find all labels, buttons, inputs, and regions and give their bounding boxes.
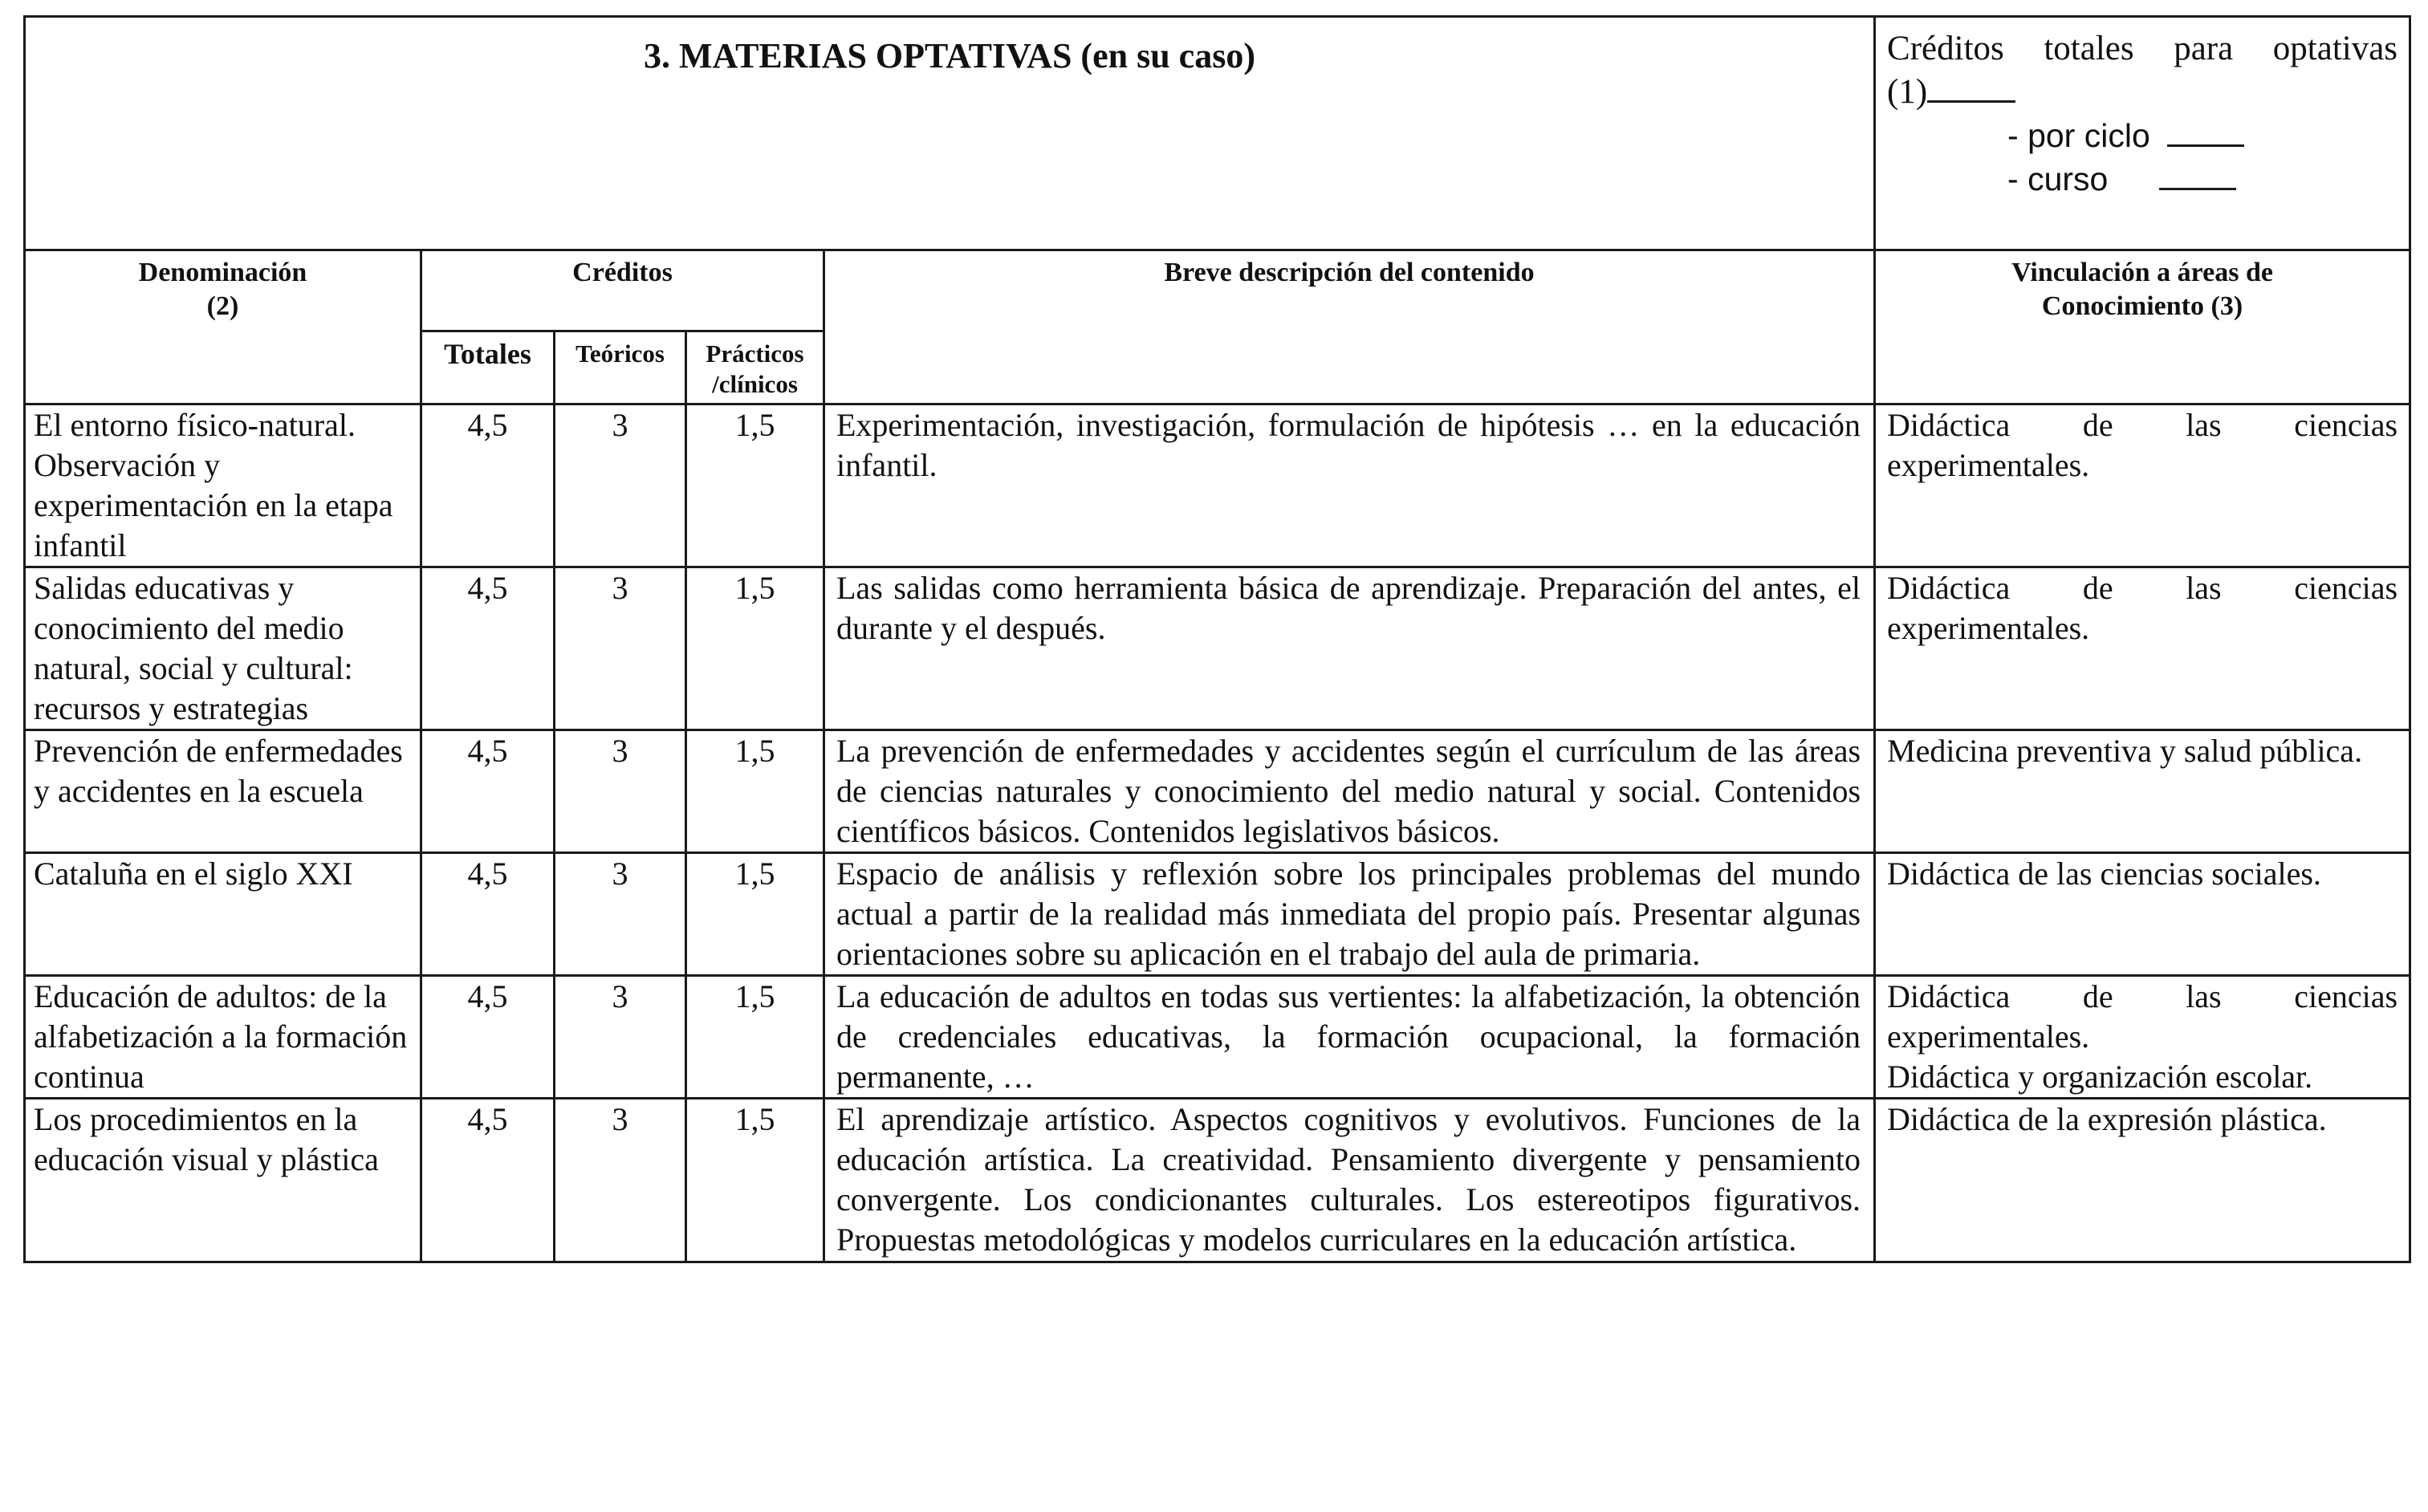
- header-row-1: [25, 250, 2410, 331]
- credits-total: 4,5: [421, 730, 555, 853]
- table-row: [25, 853, 2410, 976]
- content-description: Experimentación, investigación, formulación de hipótesis … en la educación infantil.: [824, 404, 1875, 567]
- por-ciclo-label: - por ciclo: [2007, 117, 2150, 154]
- subject-name: Salidas educativas y conocimiento del medio natural, social y cultural: recursos y estrategias: [25, 567, 421, 730]
- header-denominacion: Denominación (2): [25, 250, 421, 404]
- curso-line: [1887, 157, 2397, 201]
- content-description: La educación de adultos en todas sus vertientes: la alfabetización, la obtención de credenciales educativas, la formación ocupacional, la formación permanente, …: [824, 976, 1875, 1099]
- por-ciclo-blank[interactable]: [2167, 117, 2244, 147]
- credits-theory: 3: [555, 853, 686, 976]
- total-credits-ref: (1): [1887, 73, 1928, 111]
- knowledge-area: Didáctica de las ciencias experimentales.: [1875, 567, 2410, 730]
- credits-practice: 1,5: [686, 853, 824, 976]
- knowledge-area: Didáctica de la expresión plástica.: [1875, 1099, 2410, 1262]
- header-vinculacion: Vinculación a áreas de Conocimiento (3): [1875, 250, 2410, 404]
- header-practicos: Prácticos /clínicos: [686, 331, 824, 404]
- credits-total: 4,5: [421, 1099, 555, 1262]
- subject-name: Prevención de enfermedades y accidentes en la escuela: [25, 730, 421, 853]
- total-credits-ref-line: [1887, 71, 2397, 114]
- header-creditos: Créditos: [421, 250, 824, 331]
- subject-name: El entorno físico-natural. Observación y experimentación en la etapa infantil: [25, 404, 421, 567]
- total-credits-box: [1875, 17, 2410, 250]
- header-descripcion: Breve descripción del contenido: [824, 250, 1875, 404]
- optional-subjects-form: [23, 15, 2409, 1263]
- credits-practice: 1,5: [686, 976, 824, 1099]
- credits-practice: 1,5: [686, 567, 824, 730]
- table-row: [25, 404, 2410, 567]
- content-description: El aprendizaje artístico. Aspectos cognitivos y evolutivos. Funciones de la educación artística. La creatividad. Pensamiento divergente y pensamiento convergente. Los condicionantes culturales. Los estereotipos figurativos. Propuestas metodológicas y modelos curriculares en la educación artística.: [824, 1099, 1875, 1262]
- table-row: [25, 976, 2410, 1099]
- table-row: [25, 567, 2410, 730]
- subject-name: Educación de adultos: de la alfabetización a la formación continua: [25, 976, 421, 1099]
- header-totales: Totales: [421, 331, 555, 404]
- credits-total: 4,5: [421, 853, 555, 976]
- section-title-cell: [25, 17, 1875, 250]
- por-ciclo-line: [1887, 114, 2397, 157]
- credits-total: 4,5: [421, 567, 555, 730]
- total-credits-blank[interactable]: [1927, 73, 2015, 103]
- curso-label: - curso: [2007, 161, 2109, 197]
- content-description: Espacio de análisis y reflexión sobre los principales problemas del mundo actual a partir de la realidad más inmediata del propio país. Presentar algunas orientaciones sobre su aplicación en el trabajo del aula de primaria.: [824, 853, 1875, 976]
- knowledge-area: Medicina preventiva y salud pública.: [1875, 730, 2410, 853]
- header-teoricos: Teóricos: [555, 331, 686, 404]
- credits-total: 4,5: [421, 976, 555, 1099]
- credits-theory: 3: [555, 1099, 686, 1262]
- credits-practice: 1,5: [686, 1099, 824, 1262]
- knowledge-area: Didáctica de las ciencias experimentales. Didáctica y organización escolar.: [1875, 976, 2410, 1099]
- content-description: Las salidas como herramienta básica de aprendizaje. Preparación del antes, el durante y el después.: [824, 567, 1875, 730]
- total-credits-label: Créditos totales para optativas: [1887, 30, 2398, 67]
- credits-practice: 1,5: [686, 404, 824, 567]
- credits-theory: 3: [555, 730, 686, 853]
- section-title: 3. MATERIAS OPTATIVAS (en su caso): [644, 36, 1255, 75]
- credits-theory: 3: [555, 976, 686, 1099]
- curso-blank[interactable]: [2159, 161, 2236, 190]
- knowledge-area: Didáctica de las ciencias experimentales.: [1875, 404, 2410, 567]
- table-row: [25, 1099, 2410, 1262]
- optional-subjects-table: [23, 15, 2411, 1263]
- credits-theory: 3: [555, 567, 686, 730]
- credits-practice: 1,5: [686, 730, 824, 853]
- content-description: La prevención de enfermedades y accidentes según el currículum de las áreas de ciencias naturales y conocimiento del medio natural y social. Contenidos científicos básicos. Contenidos legislativos básicos.: [824, 730, 1875, 853]
- subject-name: Los procedimientos en la educación visual y plástica: [25, 1099, 421, 1262]
- subject-name: Cataluña en el siglo XXI: [25, 853, 421, 976]
- credits-total: 4,5: [421, 404, 555, 567]
- table-row: [25, 730, 2410, 853]
- knowledge-area: Didáctica de las ciencias sociales.: [1875, 853, 2410, 976]
- credits-theory: 3: [555, 404, 686, 567]
- title-row: [25, 17, 2410, 250]
